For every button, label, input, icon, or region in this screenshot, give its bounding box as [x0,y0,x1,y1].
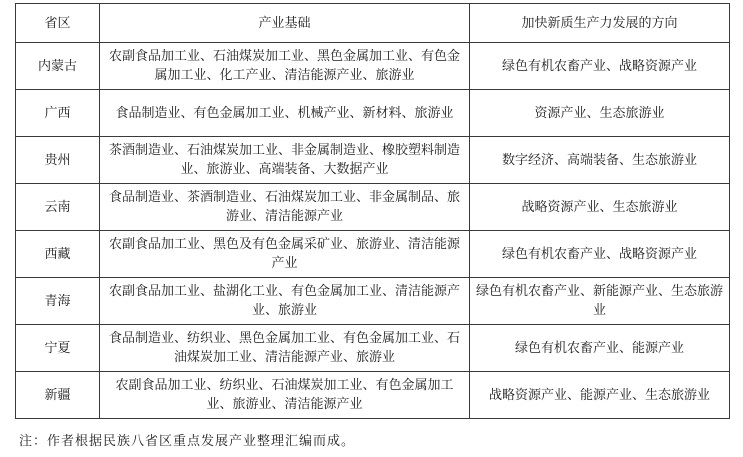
table-row [16,43,730,90]
industry-table [15,3,730,419]
region-cell: 新疆 [16,372,100,419]
table-row [16,372,730,419]
direction-cell: 战略资源产业、生态旅游业 [470,184,730,231]
direction-cell: 战略资源产业、能源产业、生态旅游业 [470,372,730,419]
industry-base-cell: 食品制造业、有色金属加工业、机械产业、新材料、旅游业 [100,90,470,137]
industry-base-cell: 农副食品加工业、石油煤炭加工业、黑色金属加工业、有色金属加工业、化工产业、清洁能源产业、旅游业 [100,43,470,90]
direction-cell: 绿色有机农畜产业、战略资源产业 [470,43,730,90]
direction-cell: 绿色有机农畜产业、战略资源产业 [470,231,730,278]
header-direction: 加快新质生产力发展的方向 [470,4,730,43]
region-cell: 贵州 [16,137,100,184]
direction-cell: 数字经济、高端装备、生态旅游业 [470,137,730,184]
header-region: 省区 [16,4,100,43]
industry-base-cell: 农副食品加工业、纺织业、石油煤炭加工业、有色金属加工业、旅游业、清洁能源产业 [100,372,470,419]
industry-table-container [15,3,729,419]
direction-cell: 绿色有机农畜产业、新能源产业、生态旅游业 [470,278,730,325]
industry-base-cell: 农副食品加工业、黑色及有色金属采矿业、旅游业、清洁能源产业 [100,231,470,278]
table-row [16,278,730,325]
table-row [16,137,730,184]
industry-base-cell: 茶酒制造业、石油煤炭加工业、非金属制造业、橡胶塑料制造业、旅游业、高端装备、大数据产业 [100,137,470,184]
table-header-row [16,4,730,43]
table-row [16,325,730,372]
industry-base-cell: 食品制造业、纺织业、黑色金属加工业、有色金属加工业、石油煤炭加工业、清洁能源产业、旅游业 [100,325,470,372]
industry-base-cell: 食品制造业、茶酒制造业、石油煤炭加工业、非金属制品、旅游业、清洁能源产业 [100,184,470,231]
region-cell: 宁夏 [16,325,100,372]
region-cell: 青海 [16,278,100,325]
table-row [16,90,730,137]
region-cell: 云南 [16,184,100,231]
direction-cell: 资源产业、生态旅游业 [470,90,730,137]
header-industry-base: 产业基础 [100,4,470,43]
table-row [16,184,730,231]
region-cell: 西藏 [16,231,100,278]
industry-base-cell: 农副食品加工业、盐湖化工业、有色金属加工业、清洁能源产业、旅游业 [100,278,470,325]
table-row [16,231,730,278]
source-note: 注：作者根据民族八省区重点发展产业整理汇编而成。 [19,434,356,449]
region-cell: 广西 [16,90,100,137]
region-cell: 内蒙古 [16,43,100,90]
direction-cell: 绿色有机农畜产业、能源产业 [470,325,730,372]
